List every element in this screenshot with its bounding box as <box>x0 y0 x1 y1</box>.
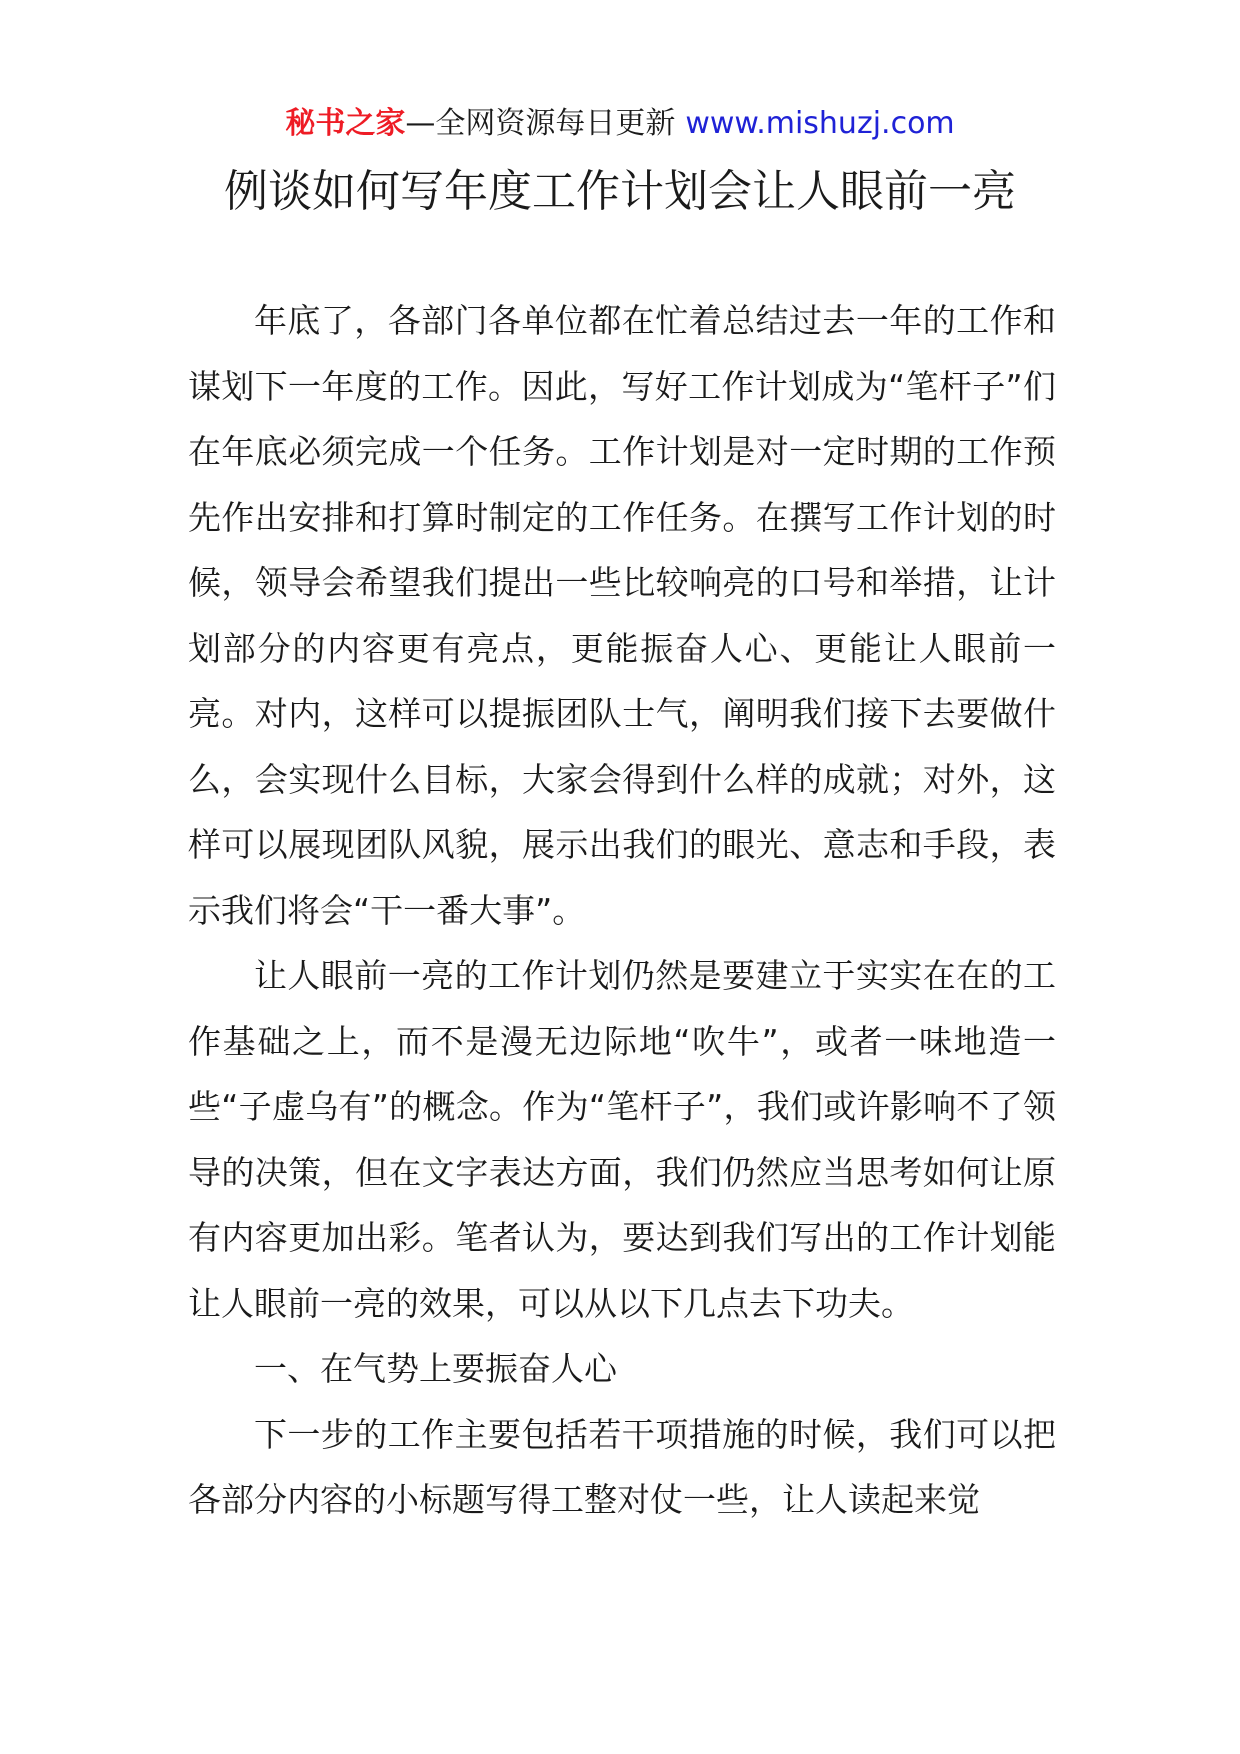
document-title: 例谈如何写年度工作计划会让人眼前一亮 <box>224 166 1016 217</box>
site-header <box>0 100 1240 148</box>
brand-name: 秘书之家 <box>285 106 406 141</box>
site-url-link[interactable]: www.mishuzj.com <box>685 106 955 141</box>
paragraph-intro: 年底了，各部门各单位都在忙着总结过去一年的工作和谋划下一年度的工作。因此，写好工作计划成为“笔杆子”们在年底必须完成一个任务。工作计划是对一定时期的工作预先作出安排和打算时制定的工作任务。在撰写工作计划的时候，领导会希望我们提出一些比较响亮的口号和举措，让计划部分的内容更有亮点，更能振奋人心、更能让人眼前一亮。对内，这样可以提振团队士气，阐明我们接下去要做什么，会实现什么目标，大家会得到什么样的成就；对外，这样可以展现团队风貌，展示出我们的眼光、意志和手段，表示我们将会“干一番大事”。 <box>188 301 1056 930</box>
header-tagline: —全网资源每日更新 <box>405 106 676 141</box>
section-heading-1: 一、在气势上要振奋人心 <box>254 1349 617 1388</box>
paragraph-section-1: 下一步的工作主要包括若干项措施的时候，我们可以把各部分内容的小标题写得工整对仗一些，让人读起来觉 <box>188 1414 1056 1519</box>
paragraph-approach: 让人眼前一亮的工作计划仍然是要建立于实实在在的工作基础之上，而不是漫无边际地“吹牛”，或者一味地造一些“子虚乌有”的概念。作为“笔杆子”，我们或许影响不了领导的决策，但在文字表达方面，我们仍然应当思考如何让原有内容更加出彩。笔者认为，要达到我们写出的工作计划能让人眼前一亮的效果，可以从以下几点去下功夫。 <box>188 956 1056 1323</box>
document-body <box>188 288 1056 1533</box>
